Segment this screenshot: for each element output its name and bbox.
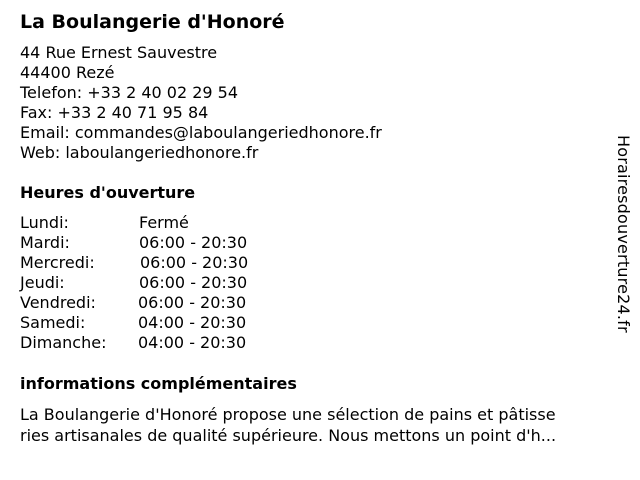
day-hours: 06:00 - 20:30 — [138, 293, 247, 312]
hours-table — [20, 213, 320, 353]
fax-line: Fax: +33 2 40 71 95 84 — [20, 103, 209, 122]
info-line-1: La Boulangerie d'Honoré propose une sélection de pains et pâtisse — [20, 405, 556, 424]
hours-row-sunday — [20, 333, 320, 353]
day-label: Mercredi: — [20, 253, 95, 272]
contact-block — [20, 43, 382, 163]
site-brand-vertical: Horairesdouverture24.fr — [614, 135, 633, 333]
day-label: Mardi: — [20, 233, 70, 252]
hours-row-tuesday — [20, 233, 320, 253]
day-label: Vendredi: — [20, 293, 96, 312]
hours-row-monday — [20, 213, 320, 233]
day-label: Samedi: — [20, 313, 86, 332]
info-description — [20, 404, 610, 446]
email-line: Email: commandes@laboulangeriedhonore.fr — [20, 123, 382, 142]
address-city: 44400 Rezé — [20, 63, 115, 82]
address-street: 44 Rue Ernest Sauvestre — [20, 43, 218, 62]
day-label: Lundi: — [20, 213, 69, 232]
info-line-2: ries artisanales de qualité supérieure. Nous mettons un point d'h... — [20, 426, 557, 445]
hours-heading: Heures d'ouverture — [20, 183, 196, 202]
hours-row-wednesday — [20, 253, 320, 273]
day-hours: 06:00 - 20:30 — [140, 253, 249, 272]
day-label: Dimanche: — [20, 333, 107, 352]
day-hours: 06:00 - 20:30 — [139, 233, 248, 252]
web-line: Web: laboulangeriedhonore.fr — [20, 143, 259, 162]
hours-row-friday — [20, 293, 320, 313]
business-name: La Boulangerie d'Honoré — [20, 11, 285, 33]
day-hours: Fermé — [139, 213, 189, 232]
hours-row-thursday — [20, 273, 320, 293]
day-hours: 04:00 - 20:30 — [138, 313, 247, 332]
hours-row-saturday — [20, 313, 320, 333]
info-heading: informations complémentaires — [20, 374, 297, 393]
day-hours: 04:00 - 20:30 — [138, 333, 247, 352]
day-hours: 06:00 - 20:30 — [139, 273, 248, 292]
phone-line: Telefon: +33 2 40 02 29 54 — [20, 83, 239, 102]
day-label: Jeudi: — [20, 273, 65, 292]
